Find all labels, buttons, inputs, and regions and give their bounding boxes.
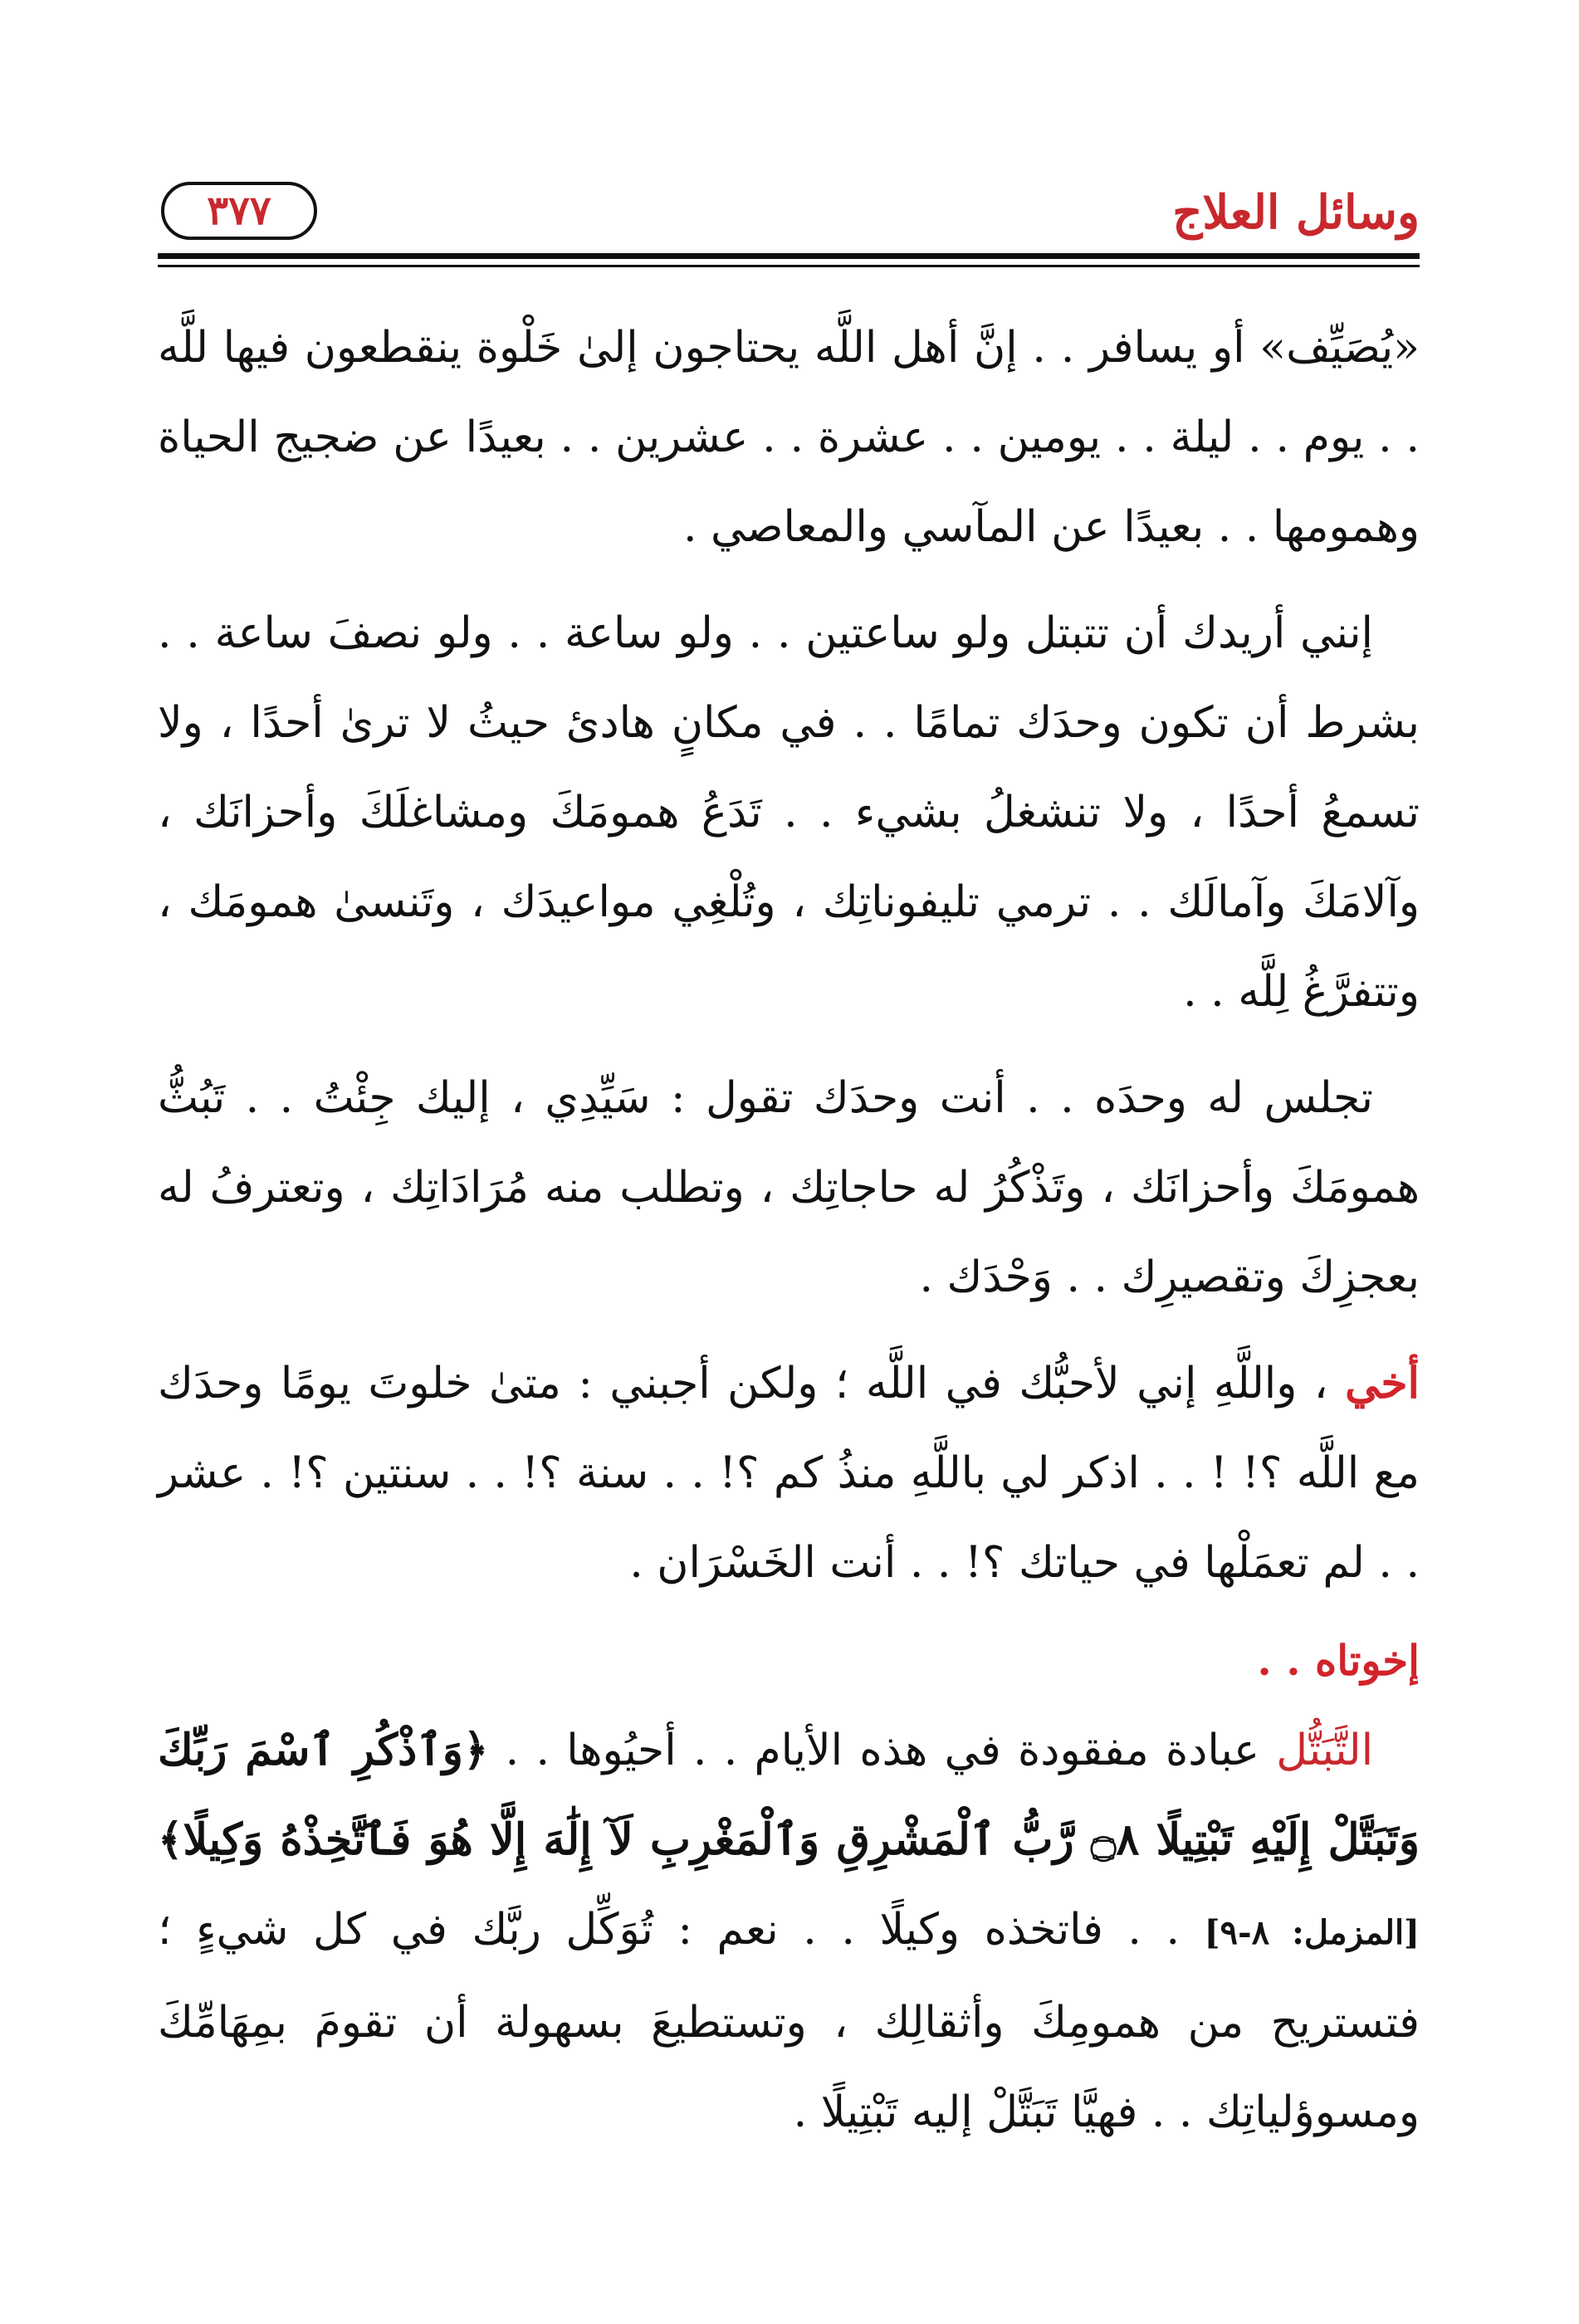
page-number-frame: [161, 182, 317, 240]
paragraph-2: إنني أريدك أن تتبتل ولو ساعتين . . ولو ساعة . . ولو نصفَ ساعة . . بشرط أن تكون وحدَك تمامًا . . في مكانٍ هادئ حيثُ لا ترىٰ أحدًا ، ولا تسمعُ أحدًا ، ولا تنشغلُ بشيء . . تَدَعُ همومَكَ ومشاغلَكَ وأحزانَك ، وآلامَكَ وآمالَك . . ترمي تليفوناتِك ، وتُلْغِي مواعيدَك ، وتَنسىٰ همومَك ، وتتفرَّغُ لِلَّه . .: [158, 608, 1420, 1017]
paragraph-3: تجلس له وحدَه . . أنت وحدَك تقول : سَيِّدِي ، إليك جِئْتُ . . تَبُثُّ همومَكَ وأحزانَك ، وتَذْكُرُ له حاجاتِك ، وتطلب منه مُرَادَاتِك ، وتعترفُ له بعجزِكَ وتقصيرِك . . وَحْدَك .: [158, 1073, 1420, 1302]
paragraph-4-lead: أخي: [1345, 1358, 1420, 1409]
paragraph-4: [158, 1339, 1420, 1608]
header-rule-thin: [158, 265, 1420, 267]
verse-citation: [المزمل: ٨-٩]: [1204, 1913, 1420, 1952]
page-header: [158, 170, 1420, 270]
header-rule-thick: [158, 253, 1420, 259]
section-heading: إخوتاه . .: [1257, 1636, 1420, 1685]
quran-verse: ﴿وَٱذْكُرِ ٱسْمَ رَبِّكَ وَتَبَتَّلْ إِلَيْهِ تَبْتِيلًا ۝٨ رَّبُّ ٱلْمَشْرِقِ وَٱلْمَغْرِبِ لَآ إِلَٰهَ إِلَّا هُوَ فَٱتَّخِذْهُ وَكِيلًا﴾: [158, 1725, 1420, 1865]
page-number: ٣٧٧: [207, 188, 271, 234]
paragraph-5-lead: التَّبَتُّل: [1276, 1726, 1374, 1775]
paragraph-5-text-b: . . فاتخذه وكيلًا . . نعم : تُوَكِّل ربَّك في كل شيءٍ ؛ فتستريح من همومِكَ وأثقالِك ، وتستطيعَ بسهولة أن تقومَ بمِهَامِّكَ ومسوؤلياتِك . . فهيَّا تَبَتَّلْ إليه تَبْتِيلًا .: [158, 1905, 1420, 2137]
paragraph-4-text: ، واللَّهِ إني لأحبُّك في اللَّه ؛ ولكن أجبني : متىٰ خلوتَ يومًا وحدَك مع اللَّه ؟! ! . . اذكر لي باللَّهِ منذُ كم ؟! . . سنة ؟! . . سنتين ؟! . عشر . . لم تعمَلْها في حياتك ؟! . . أنت الخَسْرَان .: [158, 1359, 1420, 1588]
page-title: وسائل العلاج: [1172, 185, 1420, 240]
page-body: [158, 303, 1420, 2157]
paragraph-5-text-a: عبادة مفقودة في هذه الأيام . . أحيُوها . .: [505, 1726, 1259, 1775]
paragraph-5: [158, 1706, 1420, 2157]
paragraph-1: «يُصَيِّف» أو يسافر . . إنَّ أهل اللَّه يحتاجون إلىٰ خَلْوة ينقطعون فيها للَّه . . يوم . . ليلة . . يومين . . عشرة . . عشرين . . بعيدًا عن ضجيج الحياة وهمومها . . بعيدًا عن المآسي والمعاصي .: [158, 323, 1420, 552]
